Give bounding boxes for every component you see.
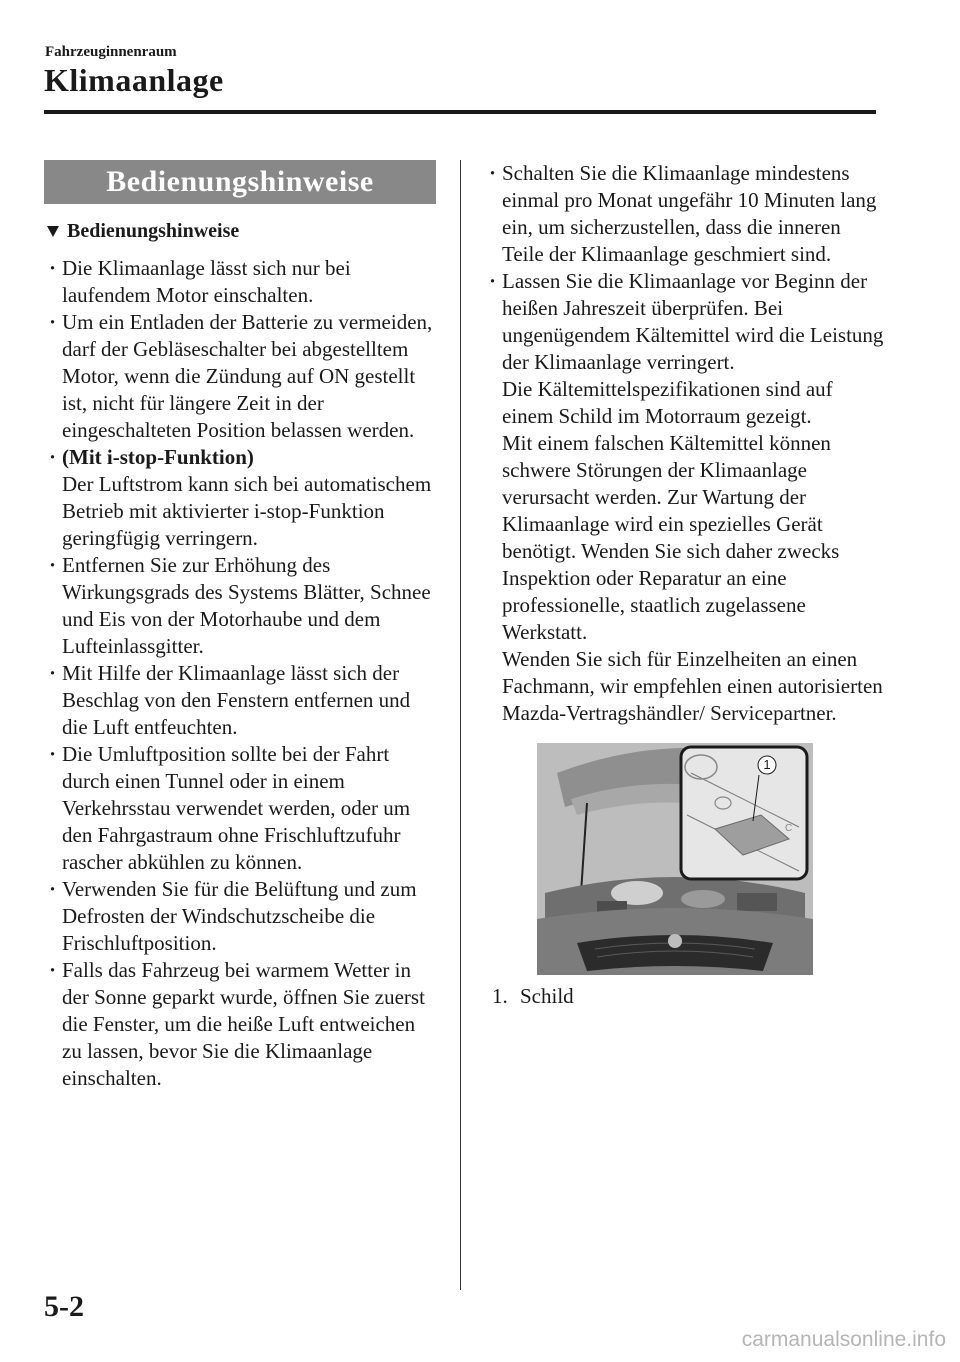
bullet-text: Entfernen Sie zur Erhöhung des Wirkungsgrads des Systems Blätter, Schnee und Eis von der Motorhaube und dem Lufteinlassgitter. <box>62 553 431 658</box>
bullet-text: Verwenden Sie für die Belüftung und zum Defrosten der Windschutzscheibe die Frischluftposition. <box>62 877 417 955</box>
left-bullet-list <box>44 255 436 1092</box>
bullet-dot: · <box>49 661 57 685</box>
chapter-title: Fahrzeuginnenraum <box>45 44 177 60</box>
list-item <box>44 255 436 309</box>
bullet-dot: · <box>489 269 497 293</box>
svg-text:C: C <box>785 823 793 834</box>
bullet-dot: · <box>49 553 57 577</box>
bullet-text: Um ein Entladen der Batterie zu vermeiden, darf der Gebläseschalter bei abgestelltem Motor, wenn die Zündung auf ON gestellt ist, nicht für längere Zeit in der eingeschalteten Position belassen werden. <box>62 310 433 442</box>
bullet-paragraph: Wenden Sie sich für Einzelheiten an einen Fachmann, wir empfehlen einen autorisierten Mazda-Vertragshändler/ Servicepartner. <box>502 647 883 725</box>
subheading <box>44 218 436 245</box>
callout-number: 1 <box>763 757 771 772</box>
bullet-paragraph: Mit einem falschen Kältemittel können schwere Störungen der Klimaanlage verursacht werden. Zur Wartung der Klimaanlage wird ein spezielles Gerät benötigt. Wenden Sie sich daher zwecks Inspektion oder Reparatur an eine professionelle, staatlich zugelassene Werkstatt. <box>502 431 840 644</box>
bullet-text: Die Klimaanlage lässt sich nur bei laufendem Motor einschalten. <box>62 256 351 307</box>
bullet-dot: · <box>49 742 57 766</box>
list-item <box>484 268 884 727</box>
list-item <box>44 876 436 957</box>
list-item <box>44 741 436 876</box>
list-item <box>44 957 436 1092</box>
bullet-paragraph: Die Kältemittelspezifikationen sind auf einem Schild im Motorraum gezeigt. <box>502 377 833 428</box>
list-item <box>44 660 436 741</box>
page-number: 5-2 <box>44 1290 84 1323</box>
bullet-dot: · <box>489 161 497 185</box>
header-rule <box>44 110 876 114</box>
section-title: Klimaanlage <box>44 62 224 98</box>
bullet-text: Die Umluftposition sollte bei der Fahrt durch einen Tunnel oder in einem Verkehrsstau verwendet werden, oder um den Fahrgastraum ohne Frischluftzufuhr rascher abkühlen zu können. <box>62 742 411 874</box>
list-item <box>44 444 436 552</box>
bullet-bold-label: (Mit i-stop-Funktion) <box>62 445 254 469</box>
bullet-text: Der Luftstrom kann sich bei automatischem Betrieb mit aktivierter i-stop-Funktion geringfügig verringern. <box>62 472 432 550</box>
left-column <box>44 160 436 1092</box>
bullet-dot: · <box>49 445 57 469</box>
title-banner: Bedienungshinweise <box>44 160 436 204</box>
bullet-dot: · <box>49 310 57 334</box>
bullet-text: Mit Hilfe der Klimaanlage lässt sich der Beschlag von den Fenstern entfernen und die Luft entfeuchten. <box>62 661 411 739</box>
list-item <box>484 160 884 268</box>
bullet-paragraph: Schalten Sie die Klimaanlage mindestens einmal pro Monat ungefähr 10 Minuten lang ein, um sicherzustellen, dass die inneren Teile der Klimaanlage geschmiert sind. <box>502 161 877 266</box>
car-hood-open-image <box>537 743 813 975</box>
right-column <box>484 160 884 1010</box>
bullet-dot: · <box>49 256 57 280</box>
list-item <box>44 309 436 444</box>
triangle-down-icon <box>47 226 59 237</box>
bullet-dot: · <box>49 958 57 982</box>
bullet-text: Falls das Fahrzeug bei warmem Wetter in der Sonne geparkt wurde, öffnen Sie zuerst die Fenster, um die heiße Luft entweichen zu lassen, bevor Sie die Klimaanlage einschalten. <box>62 958 425 1090</box>
watermark: carmanualsonline.info <box>741 1328 946 1351</box>
column-divider <box>460 160 461 1290</box>
list-item <box>44 552 436 660</box>
right-bullet-list <box>484 160 884 727</box>
caption-number: 1. <box>492 984 508 1008</box>
figure-caption <box>492 983 884 1010</box>
engine-bay-illustration <box>537 743 813 975</box>
bullet-dot: · <box>49 877 57 901</box>
bullet-paragraph: Lassen Sie die Klimaanlage vor Beginn der heißen Jahreszeit überprüfen. Bei ungenügendem Kältemittel wird die Leistung der Klimaanlage verringert. <box>502 269 884 374</box>
caption-label: Schild <box>520 984 574 1008</box>
subheading-text: Bedienungshinweise <box>67 220 240 242</box>
